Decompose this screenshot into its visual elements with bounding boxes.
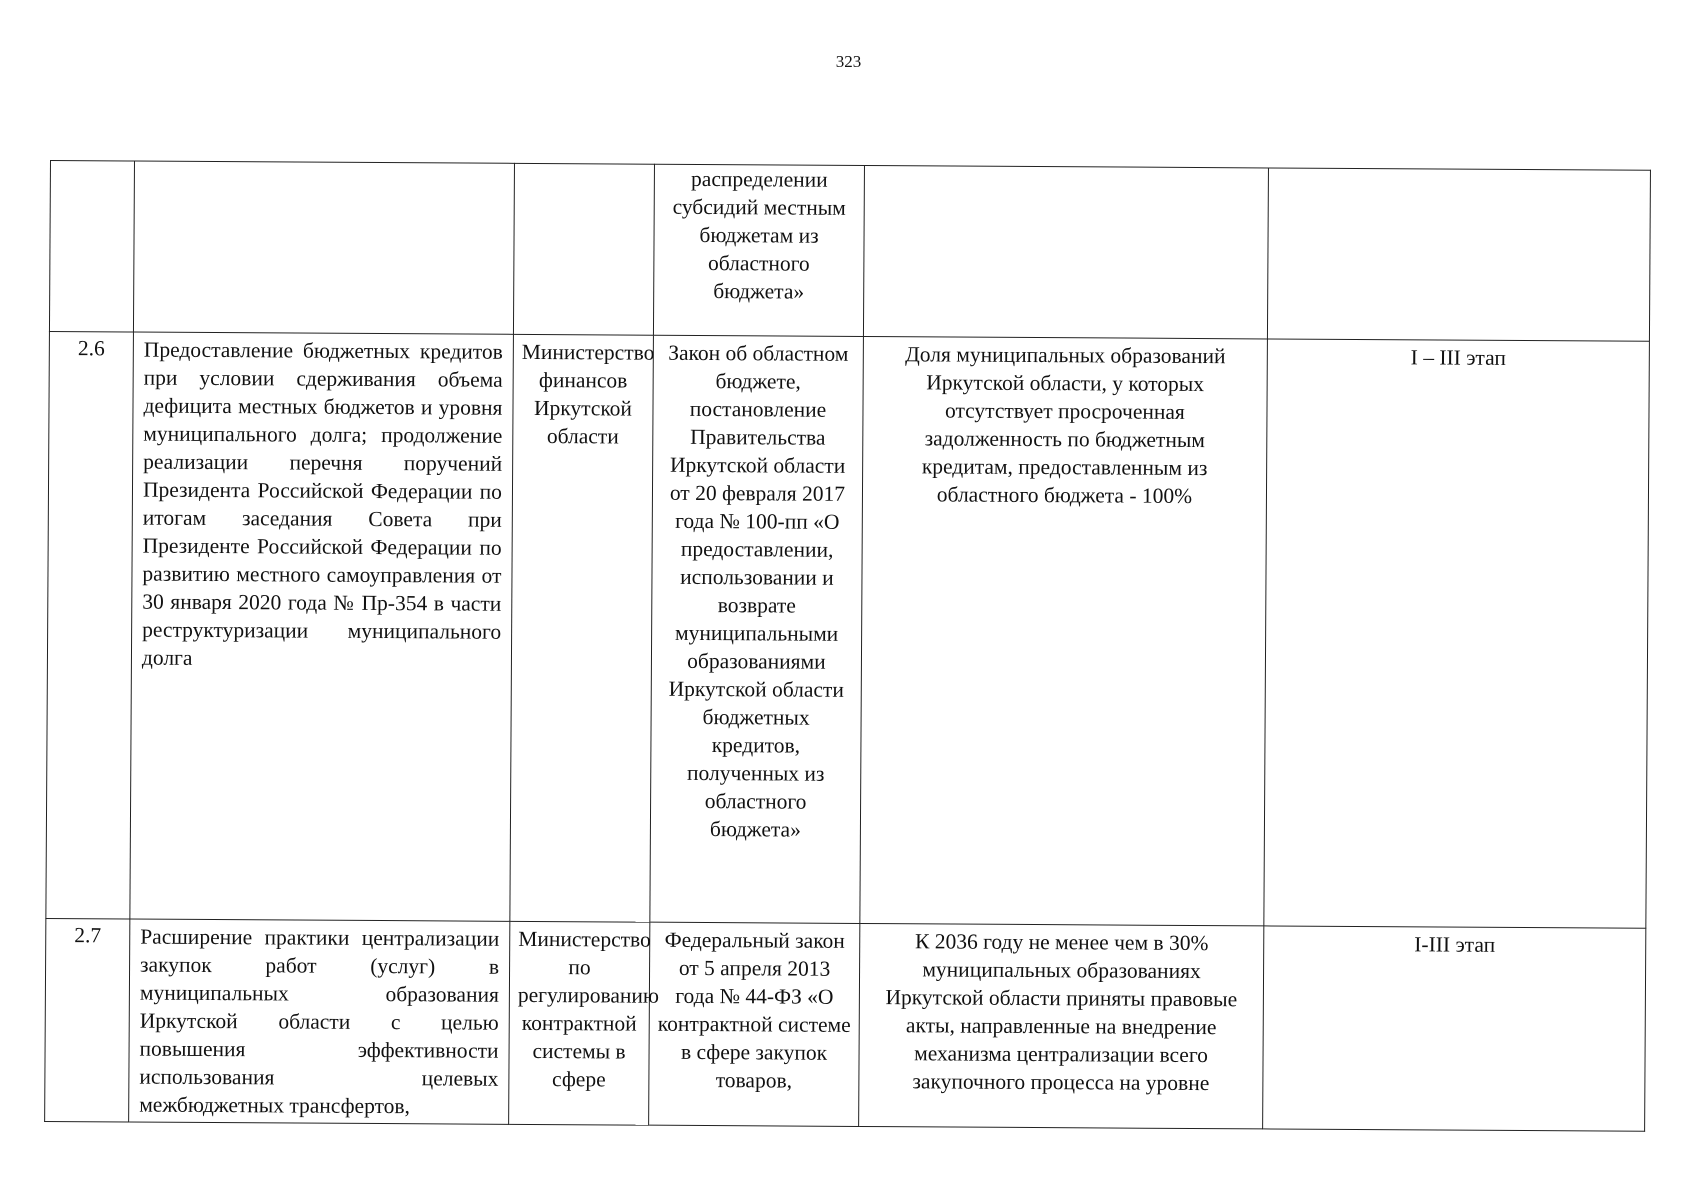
row-number: 2.7 [74, 923, 102, 948]
implementation-stage [1269, 168, 1650, 173]
table-row [49, 161, 1650, 342]
measure-description [135, 162, 514, 167]
table-row [45, 918, 1646, 1131]
legal-document: распределении субсидий местным бюджетам из областного бюджета» [672, 166, 846, 304]
legal-document: Закон об областном бюджете, постановление Правительства Иркутской области от 20 февраля 2017 года № 100-пп «О предоставлении, использовании и возврате муниципальными образованиями Иркутской области бюджетных кредитов, полученных из областного бюджета» [668, 340, 849, 842]
stage-cell [1264, 339, 1650, 928]
indicator-cell [860, 336, 1268, 925]
responsible-cell [509, 921, 660, 1125]
legal-document-cell [653, 164, 864, 336]
legal-document: Федеральный закон от 5 апреля 2013 года № 44-ФЗ «О контрактной системе в сфере закупок товаров, [657, 927, 851, 1093]
indicator-cell [863, 165, 1268, 338]
responsible-cell [510, 334, 654, 922]
row-number-cell [45, 918, 130, 1122]
row-number-cell [46, 331, 134, 919]
legal-document-cell [650, 335, 864, 923]
implementation-stage: I – III этап [1410, 345, 1506, 370]
implementation-stage: I-III этап [1414, 932, 1496, 957]
row-number: 2.6 [77, 336, 105, 361]
responsible-executor: Министерство финансов Иркутской области [521, 339, 655, 449]
responsible-cell [513, 163, 654, 335]
target-indicator [865, 166, 1268, 171]
table-row [46, 331, 1650, 928]
measure-description-cell [130, 332, 514, 921]
measure-description: Предоставление бюджетных кредитов при условии сдерживания объема дефицита местных бюджетов и уровня муниципального долга; продолжение реализации перечня поручений Президента Российской Федерации по итогам заседания Совета при Президенте Российской Федерации по развитию местного самоуправления от 30 января 2020 года № Пр-354 в части реструктуризации муниципального долга [141, 337, 503, 670]
legal-document-cell [649, 922, 860, 1126]
measure-description-cell [129, 919, 510, 1124]
target-indicator: К 2036 году не менее чем в 30% муниципальных образованиях Иркутской области приняты правовые акты, направленные на внедрение механизма централизации всего закупочного процесса на уровне [885, 929, 1238, 1096]
measure-description: Расширение практики централизации закупок работ (услуг) в муниципальных образования Иркутской области с целью повышения эффективности использования целевых межбюджетных трансфертов, [139, 924, 500, 1119]
stage-cell [1267, 168, 1650, 341]
responsible-executor: Министерство по регулированию контрактной системы в сфере [517, 926, 660, 1092]
row-number-cell [49, 161, 134, 333]
target-indicator: Доля муниципальных образований Иркутской области, у которых отсутствует просроченная задолженность по бюджетным кредитам, предоставленным из областного бюджета - 100% [905, 342, 1226, 508]
stage-cell [1263, 926, 1646, 1131]
page-number: 323 [835, 52, 862, 71]
responsible-executor [515, 164, 654, 168]
measure-description-cell [133, 161, 514, 334]
indicator-cell [859, 923, 1264, 1128]
measures-table [44, 160, 1651, 1132]
